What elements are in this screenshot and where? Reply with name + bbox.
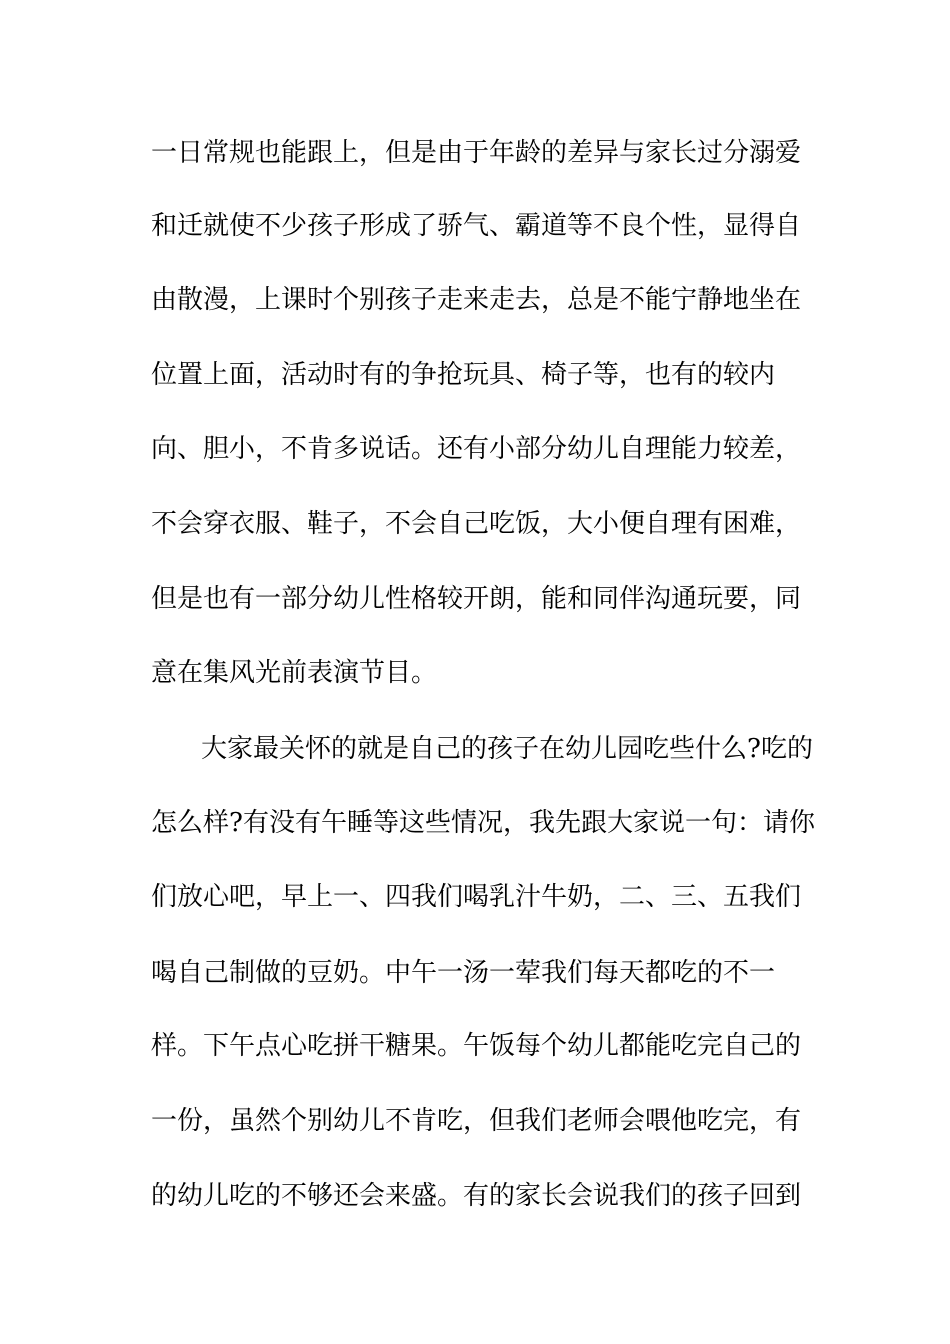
paragraph-1-line-4: 位置上面，活动时有的争抢玩具、椅子等，也有的较内 bbox=[151, 360, 776, 390]
paragraph-1-line-6: 不会穿衣服、鞋子，不会自己吃饭，大小便自理有困难， bbox=[151, 509, 802, 539]
paragraph-1-line-8: 意在集风光前表演节目。 bbox=[151, 658, 438, 688]
paragraph-1-line-2: 和迁就使不少孩子形成了骄气、霸道等不良个性，显得自 bbox=[151, 211, 802, 241]
paragraph-1-line-7: 但是也有一部分幼儿性格较开朗，能和同伴沟通玩要，同 bbox=[151, 584, 802, 614]
paragraph-2-line-4: 喝自己制做的豆奶。中午一汤一荤我们每天都吃的不一 bbox=[151, 958, 776, 988]
paragraph-2-line-3: 们放心吧，早上一、四我们喝乳汁牛奶，二、三、五我们 bbox=[151, 882, 802, 912]
paragraph-1-line-1: 一日常规也能跟上，但是由于年龄的差异与家长过分溺爱 bbox=[151, 138, 802, 168]
paragraph-2-line-2: 怎么样?有没有午睡等这些情况，我先跟大家说一句：请你 bbox=[151, 808, 815, 838]
paragraph-2-line-1: 大家最关怀的就是自己的孩子在幼儿园吃些什么?吃的 bbox=[201, 734, 813, 764]
paragraph-1-line-3: 由散漫，上课时个别孩子走来走去，总是不能宁静地坐在 bbox=[151, 285, 802, 315]
paragraph-2-line-7: 的幼儿吃的不够还会来盛。有的家长会说我们的孩子回到 bbox=[151, 1181, 802, 1211]
paragraph-2-line-6: 一份，虽然个别幼儿不肯吃，但我们老师会喂他吃完，有 bbox=[151, 1106, 802, 1136]
paragraph-1-line-5: 向、胆小，不肯多说话。还有小部分幼儿自理能力较差， bbox=[151, 434, 802, 464]
paragraph-2-line-5: 样。下午点心吃拼干糖果。午饭每个幼儿都能吃完自己的 bbox=[151, 1031, 802, 1061]
